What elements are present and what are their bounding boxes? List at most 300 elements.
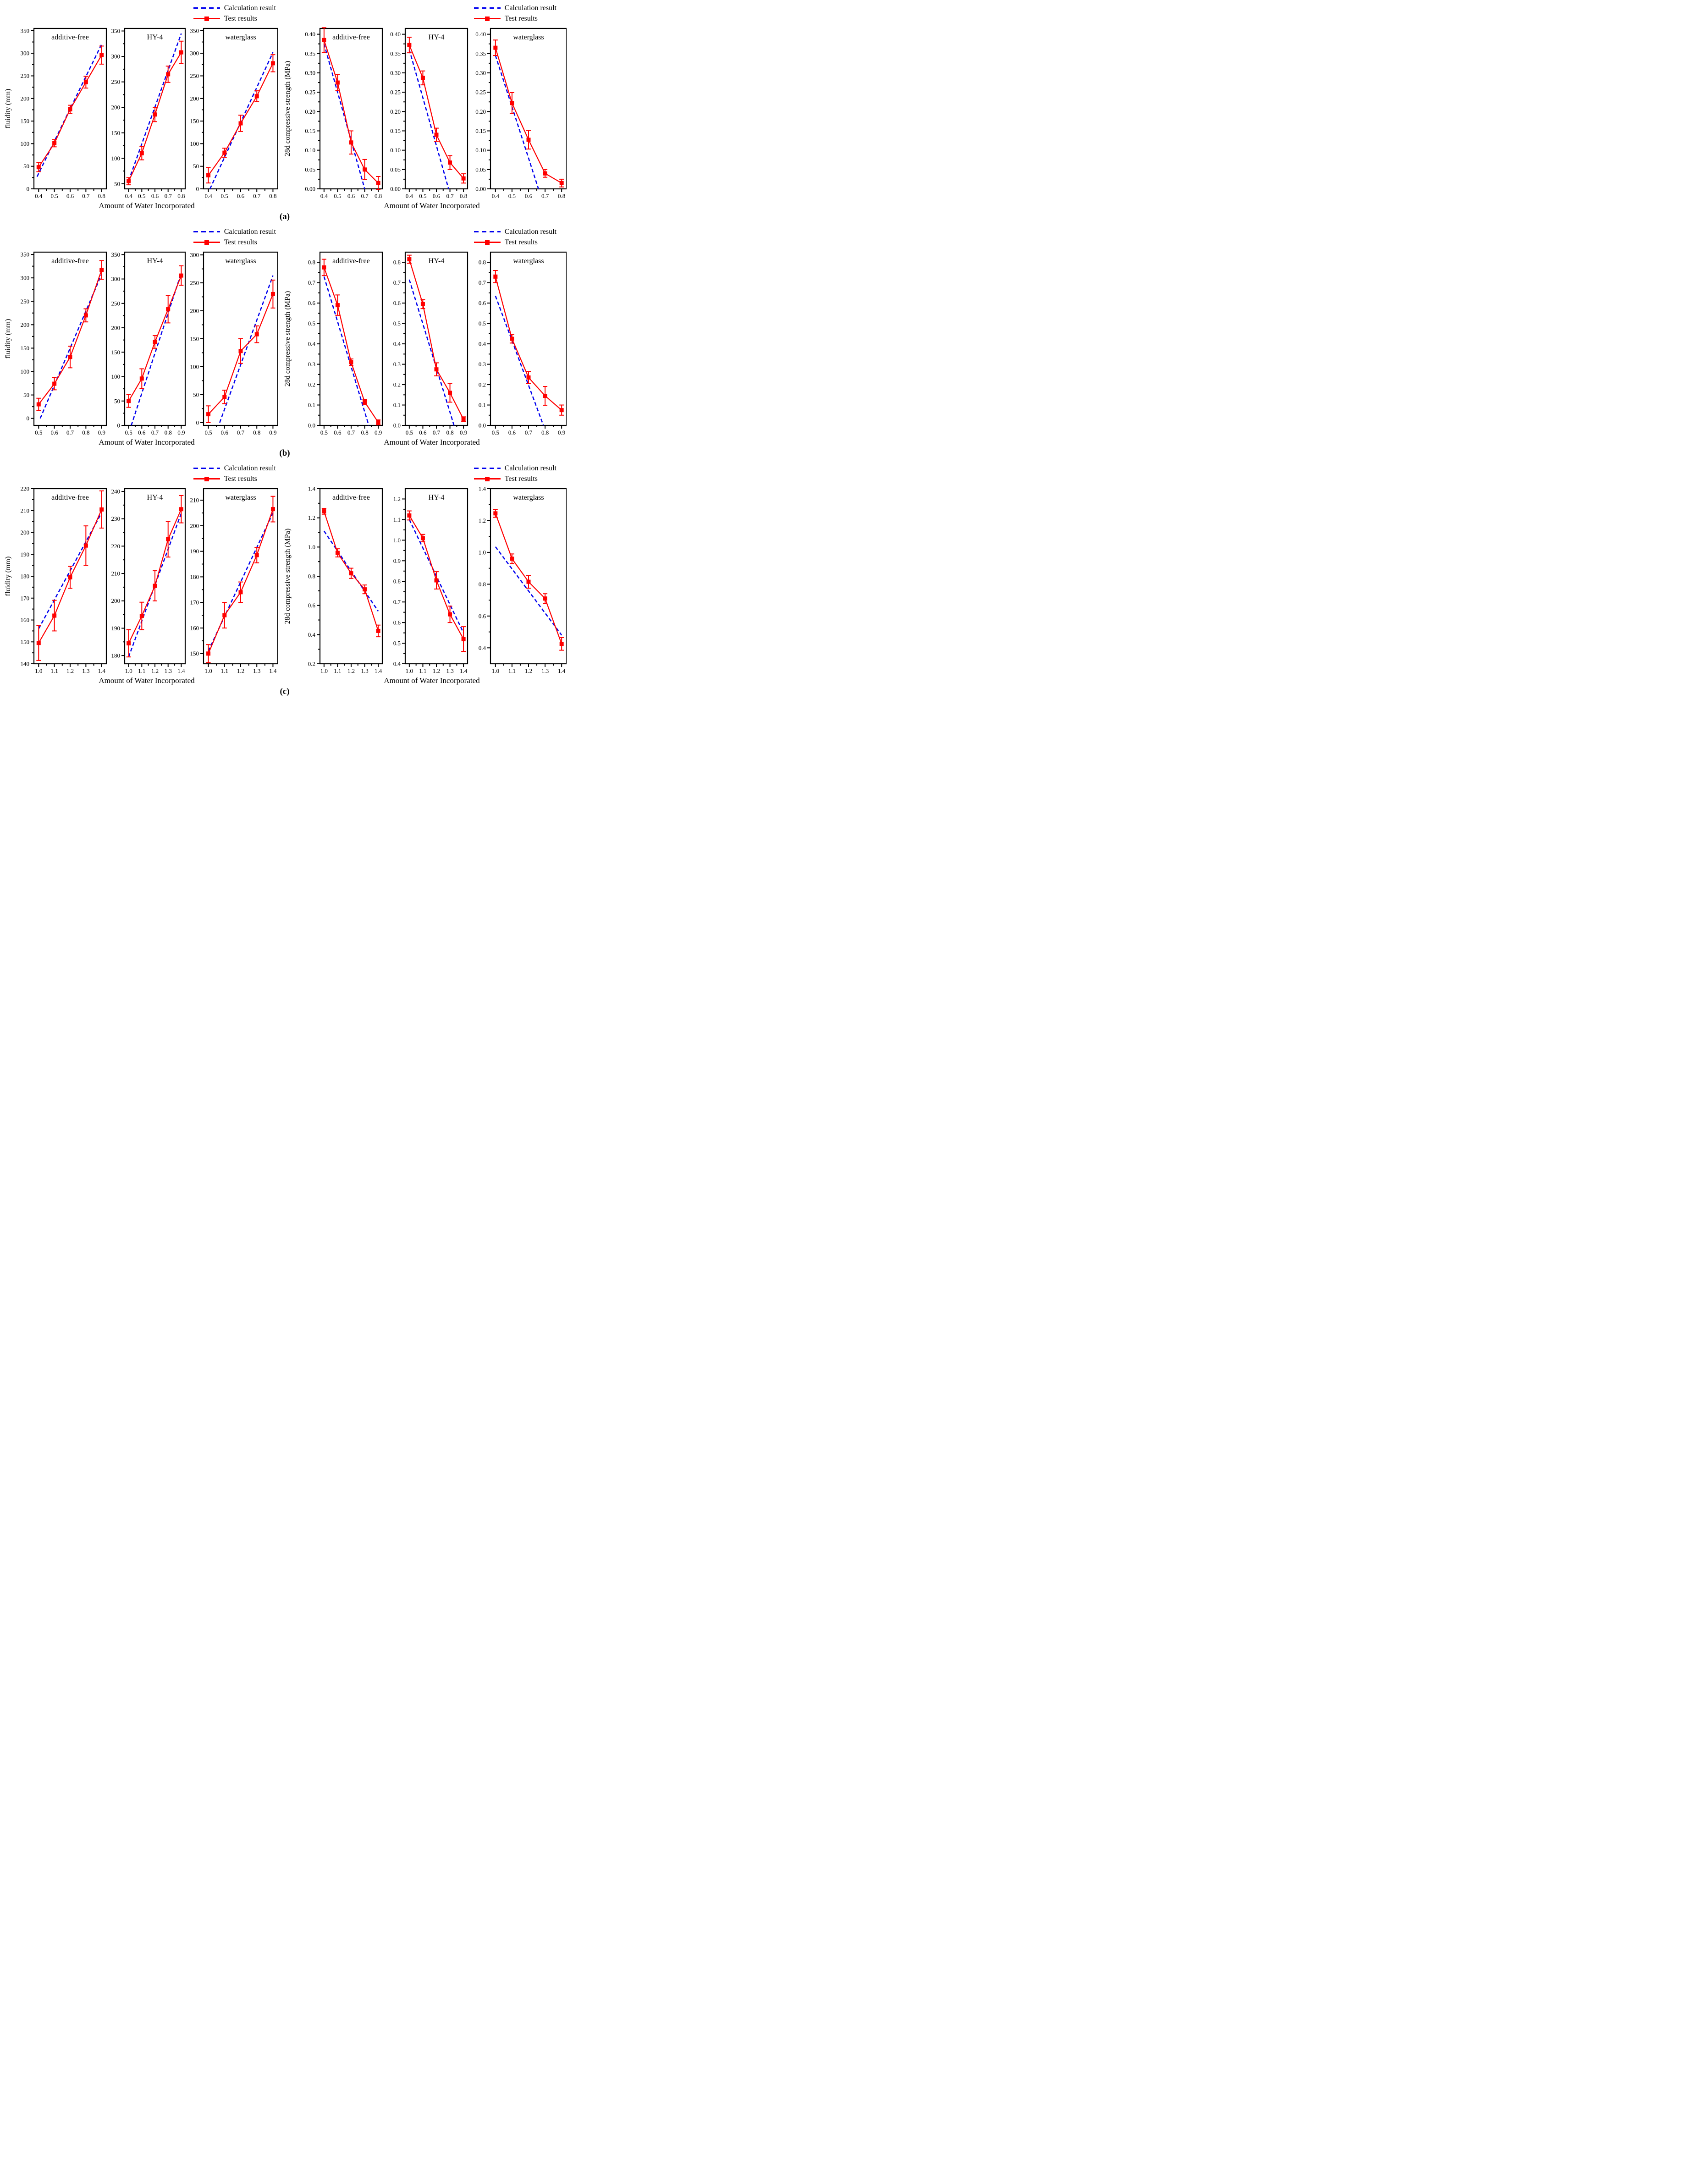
svg-text:0.5: 0.5 xyxy=(320,429,328,436)
panel-waterglass xyxy=(190,252,278,436)
test-marker xyxy=(239,121,243,126)
svg-text:0.8: 0.8 xyxy=(308,259,315,266)
svg-text:0.6: 0.6 xyxy=(308,299,315,307)
panel-title: waterglass xyxy=(513,257,544,265)
svg-text:1.0: 1.0 xyxy=(308,543,315,551)
test-marker xyxy=(493,511,497,515)
svg-text:0.5: 0.5 xyxy=(50,193,58,199)
svg-text:190: 190 xyxy=(20,551,29,558)
svg-text:0.9: 0.9 xyxy=(375,429,382,436)
svg-text:1.3: 1.3 xyxy=(164,667,172,674)
test-marker xyxy=(543,394,547,398)
svg-text:200: 200 xyxy=(111,324,120,331)
svg-text:0.4: 0.4 xyxy=(405,193,413,199)
svg-text:1.2: 1.2 xyxy=(151,667,159,674)
svg-text:0.7: 0.7 xyxy=(478,279,486,287)
svg-text:0.6: 0.6 xyxy=(138,429,146,436)
svg-text:0.05: 0.05 xyxy=(475,166,486,173)
panel-title: additive-free xyxy=(51,257,89,265)
calculation-line xyxy=(220,276,273,423)
svg-text:0.6: 0.6 xyxy=(524,193,533,199)
y-axis-label: 28d compressive strength (MPa) xyxy=(284,528,292,624)
figure-row-a xyxy=(0,2,569,222)
chart-group-a-strength xyxy=(283,2,567,210)
svg-text:1.4: 1.4 xyxy=(98,667,105,674)
test-marker xyxy=(510,337,514,341)
svg-text:0.4: 0.4 xyxy=(393,660,401,667)
svg-text:0.5: 0.5 xyxy=(334,193,342,199)
test-line xyxy=(496,276,562,410)
svg-text:1.0: 1.0 xyxy=(393,536,401,544)
svg-text:1.0: 1.0 xyxy=(491,667,499,674)
svg-text:1.1: 1.1 xyxy=(508,667,516,674)
svg-text:0.5: 0.5 xyxy=(508,193,516,199)
svg-text:1.3: 1.3 xyxy=(82,667,90,674)
legend-label-calculation: Calculation result xyxy=(224,464,276,472)
svg-text:250: 250 xyxy=(111,78,120,86)
svg-text:0.6: 0.6 xyxy=(419,429,427,436)
panel-additive-free xyxy=(21,251,107,436)
svg-text:0.2: 0.2 xyxy=(393,381,401,388)
test-marker xyxy=(462,637,466,641)
svg-text:0.30: 0.30 xyxy=(305,69,315,77)
legend-label-test: Test results xyxy=(504,474,538,483)
test-marker xyxy=(448,160,452,165)
legend-label-test: Test results xyxy=(224,474,257,483)
svg-text:0.7: 0.7 xyxy=(347,429,355,436)
svg-text:0.2: 0.2 xyxy=(478,381,486,388)
svg-text:0.10: 0.10 xyxy=(305,147,315,154)
panel-additive-free xyxy=(21,485,107,675)
svg-text:0.6: 0.6 xyxy=(151,193,159,199)
test-marker xyxy=(206,412,210,416)
svg-text:1.4: 1.4 xyxy=(177,667,185,674)
svg-text:0.4: 0.4 xyxy=(308,340,315,347)
svg-text:1.3: 1.3 xyxy=(446,667,454,674)
test-line xyxy=(409,259,463,419)
test-marker xyxy=(407,257,411,261)
svg-text:180: 180 xyxy=(20,573,29,580)
test-marker xyxy=(462,176,466,181)
test-marker xyxy=(52,141,56,145)
svg-text:0.8: 0.8 xyxy=(446,429,454,436)
svg-text:0.7: 0.7 xyxy=(66,429,74,436)
legend-label-test: Test results xyxy=(224,238,257,246)
test-marker xyxy=(363,587,367,591)
test-marker xyxy=(271,507,275,511)
panel-title: HY-4 xyxy=(428,494,445,502)
svg-text:200: 200 xyxy=(111,104,120,111)
svg-text:300: 300 xyxy=(20,274,29,281)
svg-text:0.7: 0.7 xyxy=(524,429,533,436)
svg-text:0.5: 0.5 xyxy=(125,429,132,436)
svg-text:0.9: 0.9 xyxy=(177,429,185,436)
legend-label-test: Test results xyxy=(504,238,538,246)
svg-text:0.30: 0.30 xyxy=(475,69,486,77)
strength-plot xyxy=(283,248,567,437)
svg-text:0.3: 0.3 xyxy=(308,361,315,368)
svg-text:50: 50 xyxy=(114,397,120,405)
y-axis-label: fluidity (mm) xyxy=(4,319,12,359)
panel-title: waterglass xyxy=(513,494,544,502)
svg-text:200: 200 xyxy=(20,321,29,328)
svg-text:0.5: 0.5 xyxy=(405,429,413,436)
svg-text:0.4: 0.4 xyxy=(204,193,212,199)
legend-label-calculation: Calculation result xyxy=(504,4,556,12)
svg-text:0.8: 0.8 xyxy=(375,193,382,199)
plot-svg-strength xyxy=(283,25,567,201)
svg-text:1.2: 1.2 xyxy=(478,517,486,524)
svg-text:0.8: 0.8 xyxy=(269,193,277,199)
test-marker xyxy=(543,171,547,176)
svg-text:150: 150 xyxy=(111,129,120,137)
test-marker xyxy=(99,53,104,57)
legend-item-test xyxy=(193,474,276,484)
svg-text:1.2: 1.2 xyxy=(432,667,441,674)
legend-item-test xyxy=(474,13,556,24)
test-marker xyxy=(376,629,380,633)
calculation-line-swatch xyxy=(474,468,501,469)
test-marker xyxy=(421,76,425,80)
test-marker xyxy=(527,375,531,380)
svg-text:100: 100 xyxy=(190,363,199,370)
svg-text:0.7: 0.7 xyxy=(308,279,315,287)
svg-text:1.3: 1.3 xyxy=(361,667,369,674)
panel-title: additive-free xyxy=(332,33,370,41)
svg-text:0.00: 0.00 xyxy=(390,185,401,193)
panel-title: HY-4 xyxy=(428,257,445,265)
test-marker xyxy=(255,332,259,336)
panel-HY-4 xyxy=(111,251,186,436)
svg-text:140: 140 xyxy=(20,660,29,667)
svg-text:190: 190 xyxy=(111,624,120,632)
test-marker xyxy=(448,391,452,395)
svg-text:0.4: 0.4 xyxy=(125,193,132,199)
svg-text:0.6: 0.6 xyxy=(50,429,58,436)
svg-text:0.40: 0.40 xyxy=(475,31,486,38)
svg-text:1.1: 1.1 xyxy=(419,667,427,674)
svg-text:300: 300 xyxy=(190,50,199,57)
svg-text:50: 50 xyxy=(23,163,29,170)
legend-label-calculation: Calculation result xyxy=(224,227,276,236)
test-marker xyxy=(560,642,564,646)
calculation-line xyxy=(496,547,562,635)
test-marker xyxy=(140,614,144,618)
svg-text:0.8: 0.8 xyxy=(558,193,566,199)
test-marker xyxy=(376,420,380,424)
calculation-line xyxy=(324,276,369,425)
test-marker xyxy=(37,165,41,169)
svg-text:210: 210 xyxy=(20,507,29,514)
panel-waterglass xyxy=(479,485,567,675)
svg-text:0.7: 0.7 xyxy=(253,193,261,199)
svg-text:0.8: 0.8 xyxy=(460,193,468,199)
panel-HY-4 xyxy=(390,28,468,199)
test-marker xyxy=(179,507,183,511)
panel-title: waterglass xyxy=(225,494,256,502)
svg-text:0.6: 0.6 xyxy=(66,193,74,199)
svg-text:240: 240 xyxy=(111,488,120,495)
panel-title: HY-4 xyxy=(147,494,163,502)
test-marker xyxy=(363,400,367,404)
subfigure-label-c: (c) xyxy=(280,687,290,696)
test-marker xyxy=(166,72,170,77)
svg-text:1.1: 1.1 xyxy=(50,667,58,674)
test-marker xyxy=(52,613,56,617)
svg-text:150: 150 xyxy=(190,335,199,342)
svg-text:0.7: 0.7 xyxy=(432,429,441,436)
test-marker xyxy=(363,167,367,171)
test-marker xyxy=(336,81,340,85)
svg-text:1.4: 1.4 xyxy=(478,485,486,492)
fluidity-plot xyxy=(4,248,278,437)
svg-text:160: 160 xyxy=(20,617,29,623)
test-marker xyxy=(271,292,275,296)
svg-text:0.6: 0.6 xyxy=(432,193,441,199)
test-marker xyxy=(543,596,547,601)
svg-text:150: 150 xyxy=(20,344,29,352)
panel-waterglass xyxy=(190,27,278,199)
svg-text:0.1: 0.1 xyxy=(308,402,315,409)
svg-text:0: 0 xyxy=(196,185,199,193)
legend-label-calculation: Calculation result xyxy=(504,464,556,472)
x-axis-label: Amount of Water Incorporated xyxy=(99,201,195,210)
svg-text:200: 200 xyxy=(111,597,120,605)
svg-text:0.2: 0.2 xyxy=(308,660,315,667)
test-line xyxy=(496,48,562,183)
svg-text:0.5: 0.5 xyxy=(35,429,43,436)
test-marker xyxy=(166,307,170,311)
test-error-bars xyxy=(407,37,466,183)
svg-text:0.9: 0.9 xyxy=(98,429,105,436)
svg-text:0: 0 xyxy=(26,415,29,422)
svg-text:150: 150 xyxy=(20,117,29,125)
test-line xyxy=(324,267,378,422)
svg-text:0.25: 0.25 xyxy=(390,88,401,96)
svg-text:350: 350 xyxy=(190,27,199,34)
legend-item-calculation xyxy=(474,226,556,237)
svg-text:100: 100 xyxy=(111,373,120,380)
svg-text:0.40: 0.40 xyxy=(305,31,315,38)
test-marker xyxy=(68,355,72,359)
legend xyxy=(474,3,556,24)
legend-item-test xyxy=(474,474,556,484)
panel-title: waterglass xyxy=(225,33,256,41)
svg-text:1.4: 1.4 xyxy=(308,485,315,492)
svg-text:0.05: 0.05 xyxy=(305,166,315,173)
svg-text:1.3: 1.3 xyxy=(253,667,261,674)
test-line xyxy=(39,270,101,404)
panel-additive-free xyxy=(308,485,382,675)
panel-HY-4 xyxy=(111,28,186,199)
test-marker xyxy=(166,537,170,541)
svg-text:1.3: 1.3 xyxy=(541,667,549,674)
svg-text:0: 0 xyxy=(196,419,199,426)
subfigure-label-a: (a) xyxy=(279,212,290,221)
test-marker xyxy=(99,268,104,272)
legend-item-calculation xyxy=(193,3,276,13)
svg-text:250: 250 xyxy=(111,300,120,307)
svg-text:300: 300 xyxy=(111,276,120,283)
svg-text:0: 0 xyxy=(117,422,120,429)
svg-text:50: 50 xyxy=(193,391,199,398)
panel-waterglass xyxy=(190,489,278,674)
test-marker xyxy=(127,399,131,403)
svg-text:0.9: 0.9 xyxy=(460,429,468,436)
svg-text:0.7: 0.7 xyxy=(393,598,401,606)
test-marker xyxy=(206,651,210,656)
test-marker xyxy=(255,94,259,98)
svg-text:0.3: 0.3 xyxy=(478,361,486,368)
test-marker xyxy=(336,551,340,555)
svg-text:210: 210 xyxy=(190,496,199,504)
legend xyxy=(474,463,556,484)
svg-text:210: 210 xyxy=(111,570,120,577)
test-marker xyxy=(435,132,439,137)
svg-text:0.5: 0.5 xyxy=(308,320,315,327)
svg-text:0.6: 0.6 xyxy=(508,429,516,436)
plot-svg-fluidity xyxy=(4,485,278,676)
svg-text:0.7: 0.7 xyxy=(237,429,245,436)
svg-text:0.4: 0.4 xyxy=(393,340,401,347)
test-line xyxy=(324,40,378,183)
svg-text:200: 200 xyxy=(20,95,29,102)
svg-text:0.6: 0.6 xyxy=(237,193,245,199)
svg-text:0.15: 0.15 xyxy=(305,127,315,134)
svg-text:150: 150 xyxy=(20,638,29,645)
test-marker xyxy=(84,544,88,548)
calculation-line xyxy=(496,296,544,425)
panel-title: additive-free xyxy=(51,494,89,502)
panel-title: additive-free xyxy=(332,257,370,265)
legend xyxy=(193,226,276,248)
test-marker xyxy=(349,360,353,364)
test-marker xyxy=(322,265,326,270)
svg-text:350: 350 xyxy=(111,28,120,35)
chart-group-c-strength xyxy=(283,462,567,685)
figure-row-c xyxy=(0,462,569,697)
svg-text:50: 50 xyxy=(193,163,199,170)
test-marker xyxy=(84,80,88,84)
legend xyxy=(193,3,276,24)
x-axis-label: Amount of Water Incorporated xyxy=(384,438,480,446)
svg-text:0.20: 0.20 xyxy=(305,108,315,115)
svg-text:1.2: 1.2 xyxy=(237,667,245,674)
legend-label-calculation: Calculation result xyxy=(224,4,276,12)
svg-text:1.2: 1.2 xyxy=(66,667,74,674)
test-marker xyxy=(407,513,411,518)
svg-text:300: 300 xyxy=(111,53,120,60)
x-axis-label: Amount of Water Incorporated xyxy=(384,201,480,210)
svg-text:1.0: 1.0 xyxy=(320,667,328,674)
svg-text:300: 300 xyxy=(190,251,199,259)
svg-text:0.6: 0.6 xyxy=(478,612,486,620)
panel-HY-4 xyxy=(111,488,186,674)
test-line-swatch xyxy=(193,242,220,243)
test-marker xyxy=(239,590,243,594)
test-error-bars xyxy=(493,270,564,415)
test-line-swatch xyxy=(474,18,501,19)
svg-text:0.8: 0.8 xyxy=(308,573,315,580)
test-marker xyxy=(222,613,226,617)
svg-text:0.5: 0.5 xyxy=(393,320,401,327)
svg-text:300: 300 xyxy=(20,50,29,57)
panel-title: HY-4 xyxy=(428,33,445,41)
test-line-swatch xyxy=(193,478,220,479)
test-marker xyxy=(493,46,497,50)
svg-text:0.2: 0.2 xyxy=(308,381,315,388)
svg-text:150: 150 xyxy=(190,117,199,125)
test-marker xyxy=(448,612,452,617)
svg-text:1.0: 1.0 xyxy=(204,667,212,674)
svg-text:0.6: 0.6 xyxy=(220,429,228,436)
panel-additive-free xyxy=(308,252,382,436)
svg-text:170: 170 xyxy=(190,599,199,606)
test-marker xyxy=(153,112,157,116)
svg-text:0.0: 0.0 xyxy=(478,422,486,429)
legend-label-calculation: Calculation result xyxy=(504,227,556,236)
svg-text:0.15: 0.15 xyxy=(475,127,486,134)
legend-item-calculation xyxy=(193,463,276,474)
svg-text:160: 160 xyxy=(190,624,199,632)
svg-text:1.1: 1.1 xyxy=(334,667,342,674)
svg-text:1.0: 1.0 xyxy=(405,667,413,674)
test-marker xyxy=(179,274,183,278)
svg-text:1.0: 1.0 xyxy=(35,667,43,674)
calculation-line xyxy=(324,44,365,189)
svg-text:0.7: 0.7 xyxy=(164,193,172,199)
test-line-swatch xyxy=(474,478,501,479)
legend-item-calculation xyxy=(474,463,556,474)
svg-text:180: 180 xyxy=(111,652,120,659)
panel-waterglass xyxy=(479,252,567,436)
test-marker xyxy=(421,302,425,306)
svg-text:220: 220 xyxy=(111,542,120,550)
test-marker xyxy=(37,402,41,407)
svg-text:0.1: 0.1 xyxy=(393,402,401,409)
svg-text:0.5: 0.5 xyxy=(491,429,499,436)
svg-text:0.8: 0.8 xyxy=(478,259,486,266)
svg-text:1.0: 1.0 xyxy=(478,549,486,556)
legend-item-test xyxy=(474,237,556,248)
test-marker xyxy=(560,181,564,185)
test-marker xyxy=(127,641,131,645)
calculation-line-swatch xyxy=(474,7,501,9)
svg-text:1.2: 1.2 xyxy=(308,514,315,522)
test-error-bars xyxy=(493,40,564,187)
legend xyxy=(193,463,276,484)
test-line-swatch xyxy=(474,242,501,243)
svg-text:0.5: 0.5 xyxy=(220,193,228,199)
svg-text:0.0: 0.0 xyxy=(393,422,401,429)
test-marker xyxy=(52,382,56,386)
test-marker xyxy=(127,179,131,183)
svg-text:100: 100 xyxy=(20,368,29,375)
y-axis-label: 28d compressive strength (MPa) xyxy=(284,61,292,157)
svg-text:0.25: 0.25 xyxy=(475,88,486,96)
svg-text:190: 190 xyxy=(190,548,199,555)
svg-text:0.20: 0.20 xyxy=(390,108,401,115)
svg-text:0.4: 0.4 xyxy=(308,631,315,638)
strength-plot xyxy=(283,485,567,676)
svg-text:0.8: 0.8 xyxy=(82,429,90,436)
svg-text:1.4: 1.4 xyxy=(460,667,468,674)
calculation-line-swatch xyxy=(474,231,501,232)
svg-text:0.0: 0.0 xyxy=(308,422,315,429)
svg-text:200: 200 xyxy=(20,529,29,536)
y-axis-label: fluidity (mm) xyxy=(4,556,12,596)
test-marker xyxy=(349,571,353,575)
